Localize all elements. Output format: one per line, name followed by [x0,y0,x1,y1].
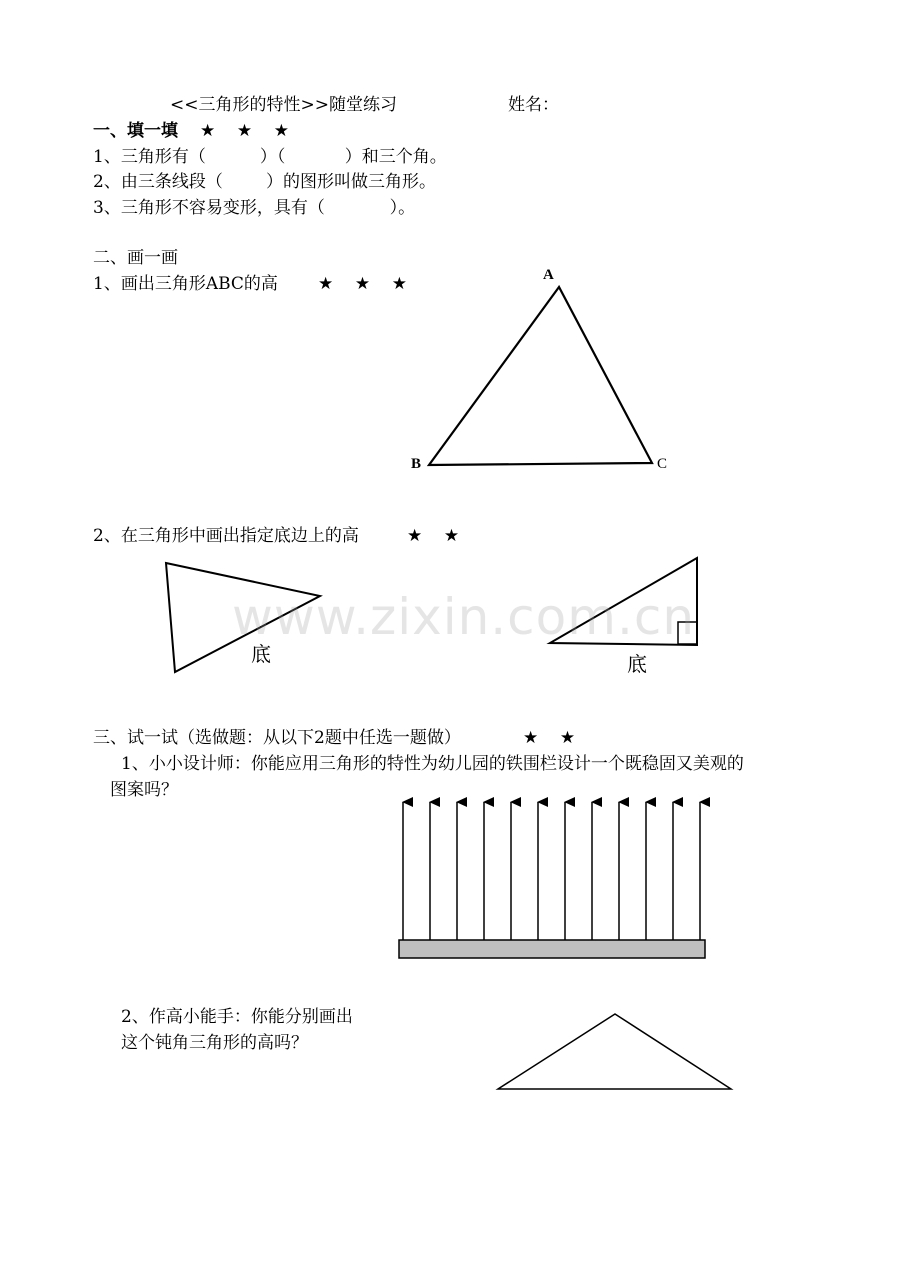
section2-heading: 二、画一画 [93,248,178,268]
vertex-a-label: A [543,267,554,283]
base-label-right-triangle: 底 [627,652,647,676]
section2-question-1: 1、画出三角形ABC的高 [93,274,278,294]
section2-question-1-stars: ★ ★ ★ [318,274,407,294]
worksheet-title: <<三角形的特性>>随堂练习 [170,95,397,115]
section2-question-2-stars: ★ ★ [407,526,460,546]
section3-question-1-line-2: 图案吗？ [110,780,178,800]
fence-base-bar [399,940,705,958]
section1-question-1: 1、三角形有（ ）（ ）和三个角。 [93,147,447,167]
section3-question-2-line-2: 这个钝角三角形的高吗？ [121,1033,308,1053]
section3-stars: ★ ★ [523,728,576,748]
section2-question-2: 2、在三角形中画出指定底边上的高 [93,526,359,546]
section1-question-2: 2、由三条线段（ ）的图形叫做三角形。 [93,172,437,192]
section1-heading: 一、填一填 [93,121,178,141]
name-label: 姓名： [508,95,559,115]
base-label-left-triangle: 底 [251,642,271,666]
vertex-c-label: C [657,456,668,472]
section3-heading: 三、试一试（选做题：从以下2题中任选一题做） [93,728,461,748]
watermark-text: www.zixin.com.cn [232,588,696,646]
triangle-abc[interactable] [429,287,652,465]
fence-drawing[interactable] [399,802,705,958]
section1-stars: ★ ★ ★ [200,121,289,141]
vertex-b-label: B [411,456,422,472]
section3-question-2-line-1: 2、作高小能手：你能分别画出 [121,1007,353,1027]
obtuse-triangle[interactable] [498,1014,731,1089]
section1-question-3: 3、三角形不容易变形，具有（ ）。 [93,198,416,218]
section3-question-1-line-1: 1、小小设计师：你能应用三角形的特性为幼儿园的铁围栏设计一个既稳固又美观的 [121,754,744,774]
